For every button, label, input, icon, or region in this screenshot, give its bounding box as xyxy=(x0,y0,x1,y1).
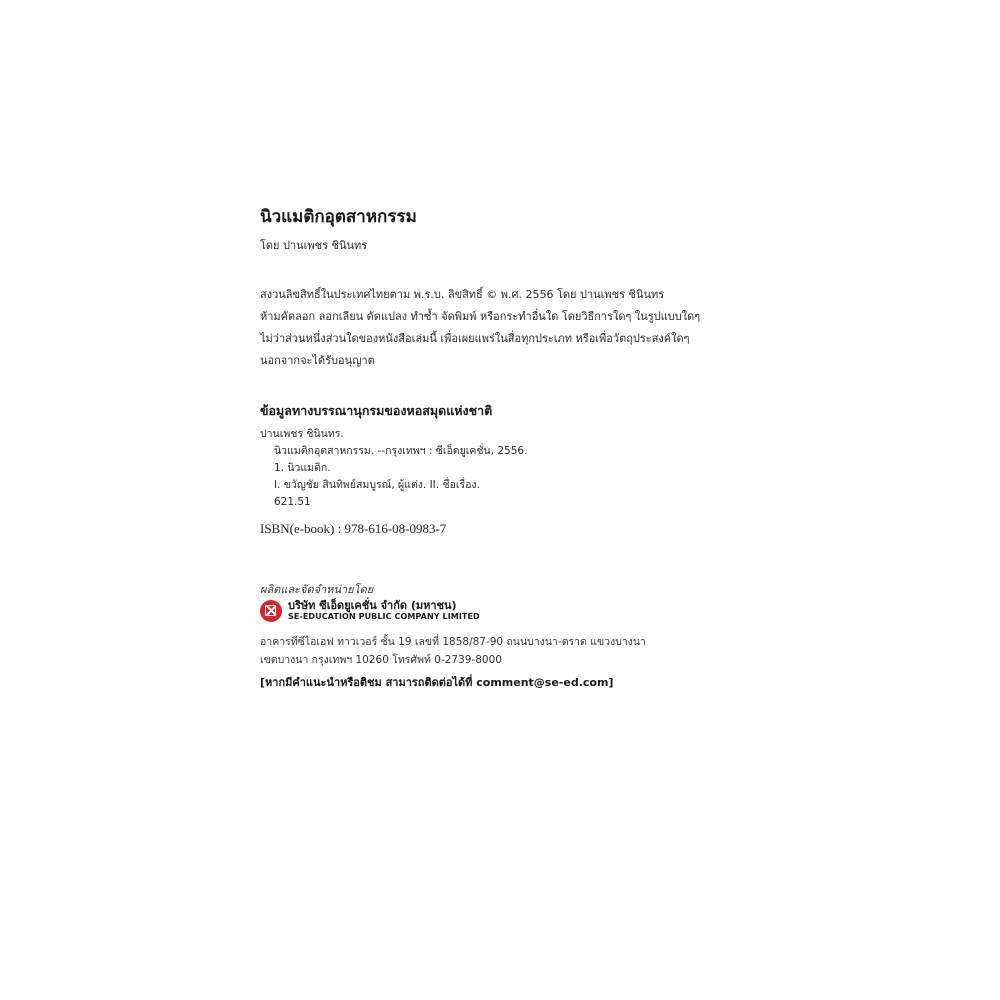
publisher-address xyxy=(260,633,646,669)
catalog-heading: ข้อมูลทางบรรณานุกรมของหอสมุดแห่งชาติ xyxy=(260,403,493,418)
copyright-line: นอกจากจะได้รับอนุญาต xyxy=(260,354,375,367)
publisher-name-thai: บริษัท ซีเอ็ดยูเคชั่น จำกัด (มหาชน) xyxy=(288,599,457,612)
catalog-entry: นิวแมติกอุตสาหกรรม. --กรุงเทพฯ : ซีเอ็ดยูเคชั่น, 2556. xyxy=(274,445,528,457)
catalog-subject: 1. นิวแมติก. xyxy=(274,462,331,474)
copyright-line: ไม่ว่าส่วนหนึ่งส่วนใดของหนังสือเล่มนี้ เพื่อเผยแพร่ในสื่อทุกประเภท หรือเพื่อวัตถุประสงค์ใดๆ xyxy=(260,332,690,345)
catalog-added-entries: I. ขวัญชัย สินทิพย์สมบูรณ์, ผู้แต่ง. II. ชื่อเรื่อง. xyxy=(274,479,480,491)
contact-note: [หากมีคำแนะนำหรือติชม สามารถติดต่อได้ที่ comment@se-ed.com] xyxy=(260,676,614,689)
copyright-line: ห้ามคัดลอก ลอกเลียน ดัดแปลง ทำซ้ำ จัดพิมพ์ หรือกระทำอื่นใด โดยวิธีการใดๆ ในรูปแบบใดๆ xyxy=(260,310,701,323)
author-line: โดย ปานเพชร ชินินทร xyxy=(260,239,368,252)
isbn: ISBN(e-book) : 978-616-08-0983-7 xyxy=(260,521,447,536)
copyright-notice xyxy=(260,284,700,372)
catalog-record xyxy=(260,426,527,511)
copyright-line: สงวนลิขสิทธิ์ในประเทศไทยตาม พ.ร.บ. ลิขสิทธิ์ © พ.ศ. 2556 โดย ปานเพชร ชินินทร xyxy=(260,288,665,301)
se-ed-logo-icon xyxy=(260,600,282,622)
publisher-name-english: SE-EDUCATION PUBLIC COMPANY LIMITED xyxy=(288,612,480,621)
book-title: นิวแมติกอุตสาหกรรม xyxy=(260,207,417,227)
catalog-classification: 621.51 xyxy=(274,496,311,508)
address-line: อาคารทีซีไอเอฟ ทาวเวอร์ ชั้น 19 เลขที่ 1858/87-90 ถนนบางนา-ตราด แขวงบางนา xyxy=(260,636,646,648)
publisher-logo-block xyxy=(260,600,480,622)
address-line: เขตบางนา กรุงเทพฯ 10260 โทรศัพท์ 0-2739-8000 xyxy=(260,654,502,666)
catalog-author: ปานเพชร ชินินทร. xyxy=(260,428,344,440)
distributed-by-label: ผลิตและจัดจำหน่ายโดย xyxy=(260,583,374,596)
